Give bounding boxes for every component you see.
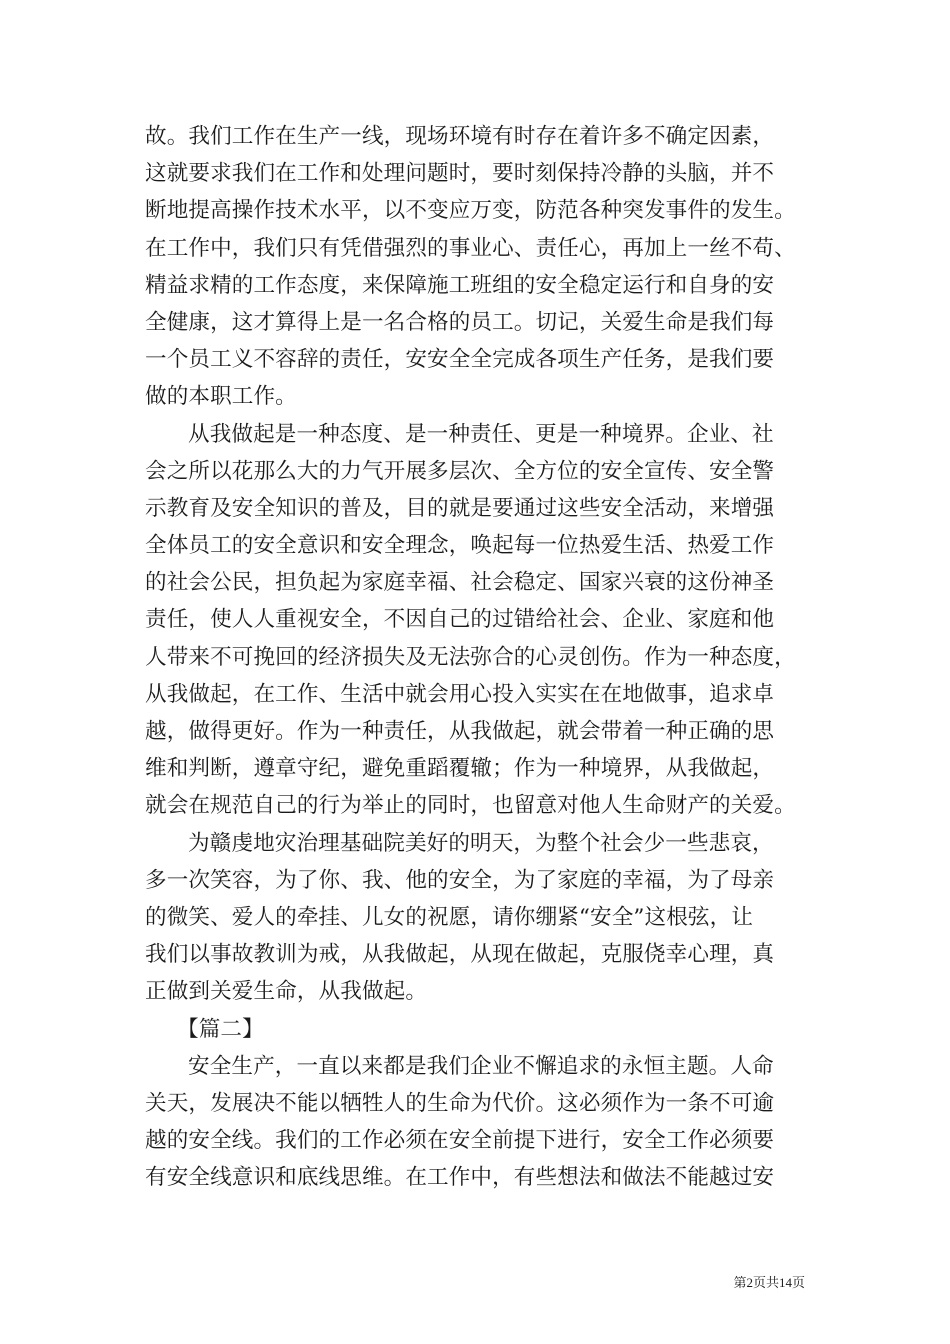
text-line: 我们以事故教训为戒，从我做起，从现在做起，克服侥幸心理，真 — [145, 942, 775, 968]
text-line: 越的安全线。我们的工作必须在安全前提下进行，安全工作必须要 — [145, 1128, 775, 1154]
text-line: 示教育及安全知识的普及，目的就是要通过这些安全活动，来增强 — [145, 495, 775, 521]
text-line: 责任，使人人重视安全，不因自己的过错给社会、企业、家庭和他 — [145, 607, 775, 633]
text-line: 故。我们工作在生产一线，现场环境有时存在着许多不确定因素， — [145, 124, 775, 149]
text-line: 全健康，这才算得上是一名合格的员工。切记，关爱生命是我们每 — [145, 309, 775, 335]
text-line: 维和判断，遵章守纪，避免重蹈覆辙；作为一种境界，从我做起， — [145, 756, 775, 782]
document-body — [145, 118, 810, 1196]
footer-current-page: 2 — [746, 1275, 753, 1290]
text-line: 安全生产，一直以来都是我们企业不懈追求的永恒主题。人命 — [188, 1053, 774, 1079]
text-line: 正做到关爱生命，从我做起。 — [145, 979, 428, 1005]
text-line: 精益求精的工作态度，来保障施工班组的安全稳定运行和自身的安 — [145, 272, 775, 298]
footer-total-pages: 14 — [778, 1275, 792, 1290]
section-heading: 【篇二】 — [177, 1016, 264, 1042]
text-line: 的微笑、爱人的牵挂、儿女的祝愿，请你绷紧“安全”这根弦，让 — [145, 904, 754, 930]
text-line: 从我做起，在工作、生活中就会用心投入实实在在地做事，追求卓 — [145, 681, 775, 707]
text-line: 为赣虔地灾治理基础院美好的明天，为整个社会少一些悲哀， — [188, 830, 774, 856]
text-line: 就会在规范自己的行为举止的同时，也留意对他人生命财产的关爱。 — [145, 793, 796, 819]
footer-suffix: 页 — [791, 1276, 805, 1291]
text-line: 这就要求我们在工作和处理问题时，要时刻保持冷静的头脑，并不 — [145, 161, 775, 187]
footer-prefix: 第 — [733, 1276, 747, 1291]
text-line: 在工作中，我们只有凭借强烈的事业心、责任心，再加上一丝不苟、 — [145, 235, 796, 261]
text-line: 有安全线意识和底线思维。在工作中，有些想法和做法不能越过安 — [145, 1165, 775, 1191]
text-line: 断地提高操作技术水平，以不变应万变，防范各种突发事件的发生。 — [145, 198, 796, 224]
text-line: 关天，发展决不能以牺牲人的生命为代价。这必须作为一条不可逾 — [145, 1090, 775, 1116]
footer-middle: 页共 — [752, 1276, 779, 1291]
text-line: 越，做得更好。作为一种责任，从我做起，就会带着一种正确的思 — [145, 719, 775, 744]
text-line: 人带来不可挽回的经济损失及无法弥合的心灵创伤。作为一种态度， — [145, 644, 796, 670]
text-line: 全体员工的安全意识和安全理念，唤起每一位热爱生活、热爱工作 — [145, 533, 775, 559]
text-line: 多一次笑容，为了你、我、他的安全，为了家庭的幸福，为了母亲 — [145, 867, 775, 893]
text-line: 会之所以花那么大的力气开展多层次、全方位的安全宣传、安全警 — [145, 458, 775, 484]
page-footer — [0, 1275, 805, 1292]
text-line: 一个员工义不容辞的责任，安安全全完成各项生产任务，是我们要 — [145, 347, 775, 373]
text-line: 的社会公民，担负起为家庭幸福、社会稳定、国家兴衰的这份神圣 — [145, 570, 775, 596]
text-line: 做的本职工作。 — [145, 384, 297, 410]
text-line: 从我做起是一种态度、是一种责任、更是一种境界。企业、社 — [188, 421, 774, 447]
